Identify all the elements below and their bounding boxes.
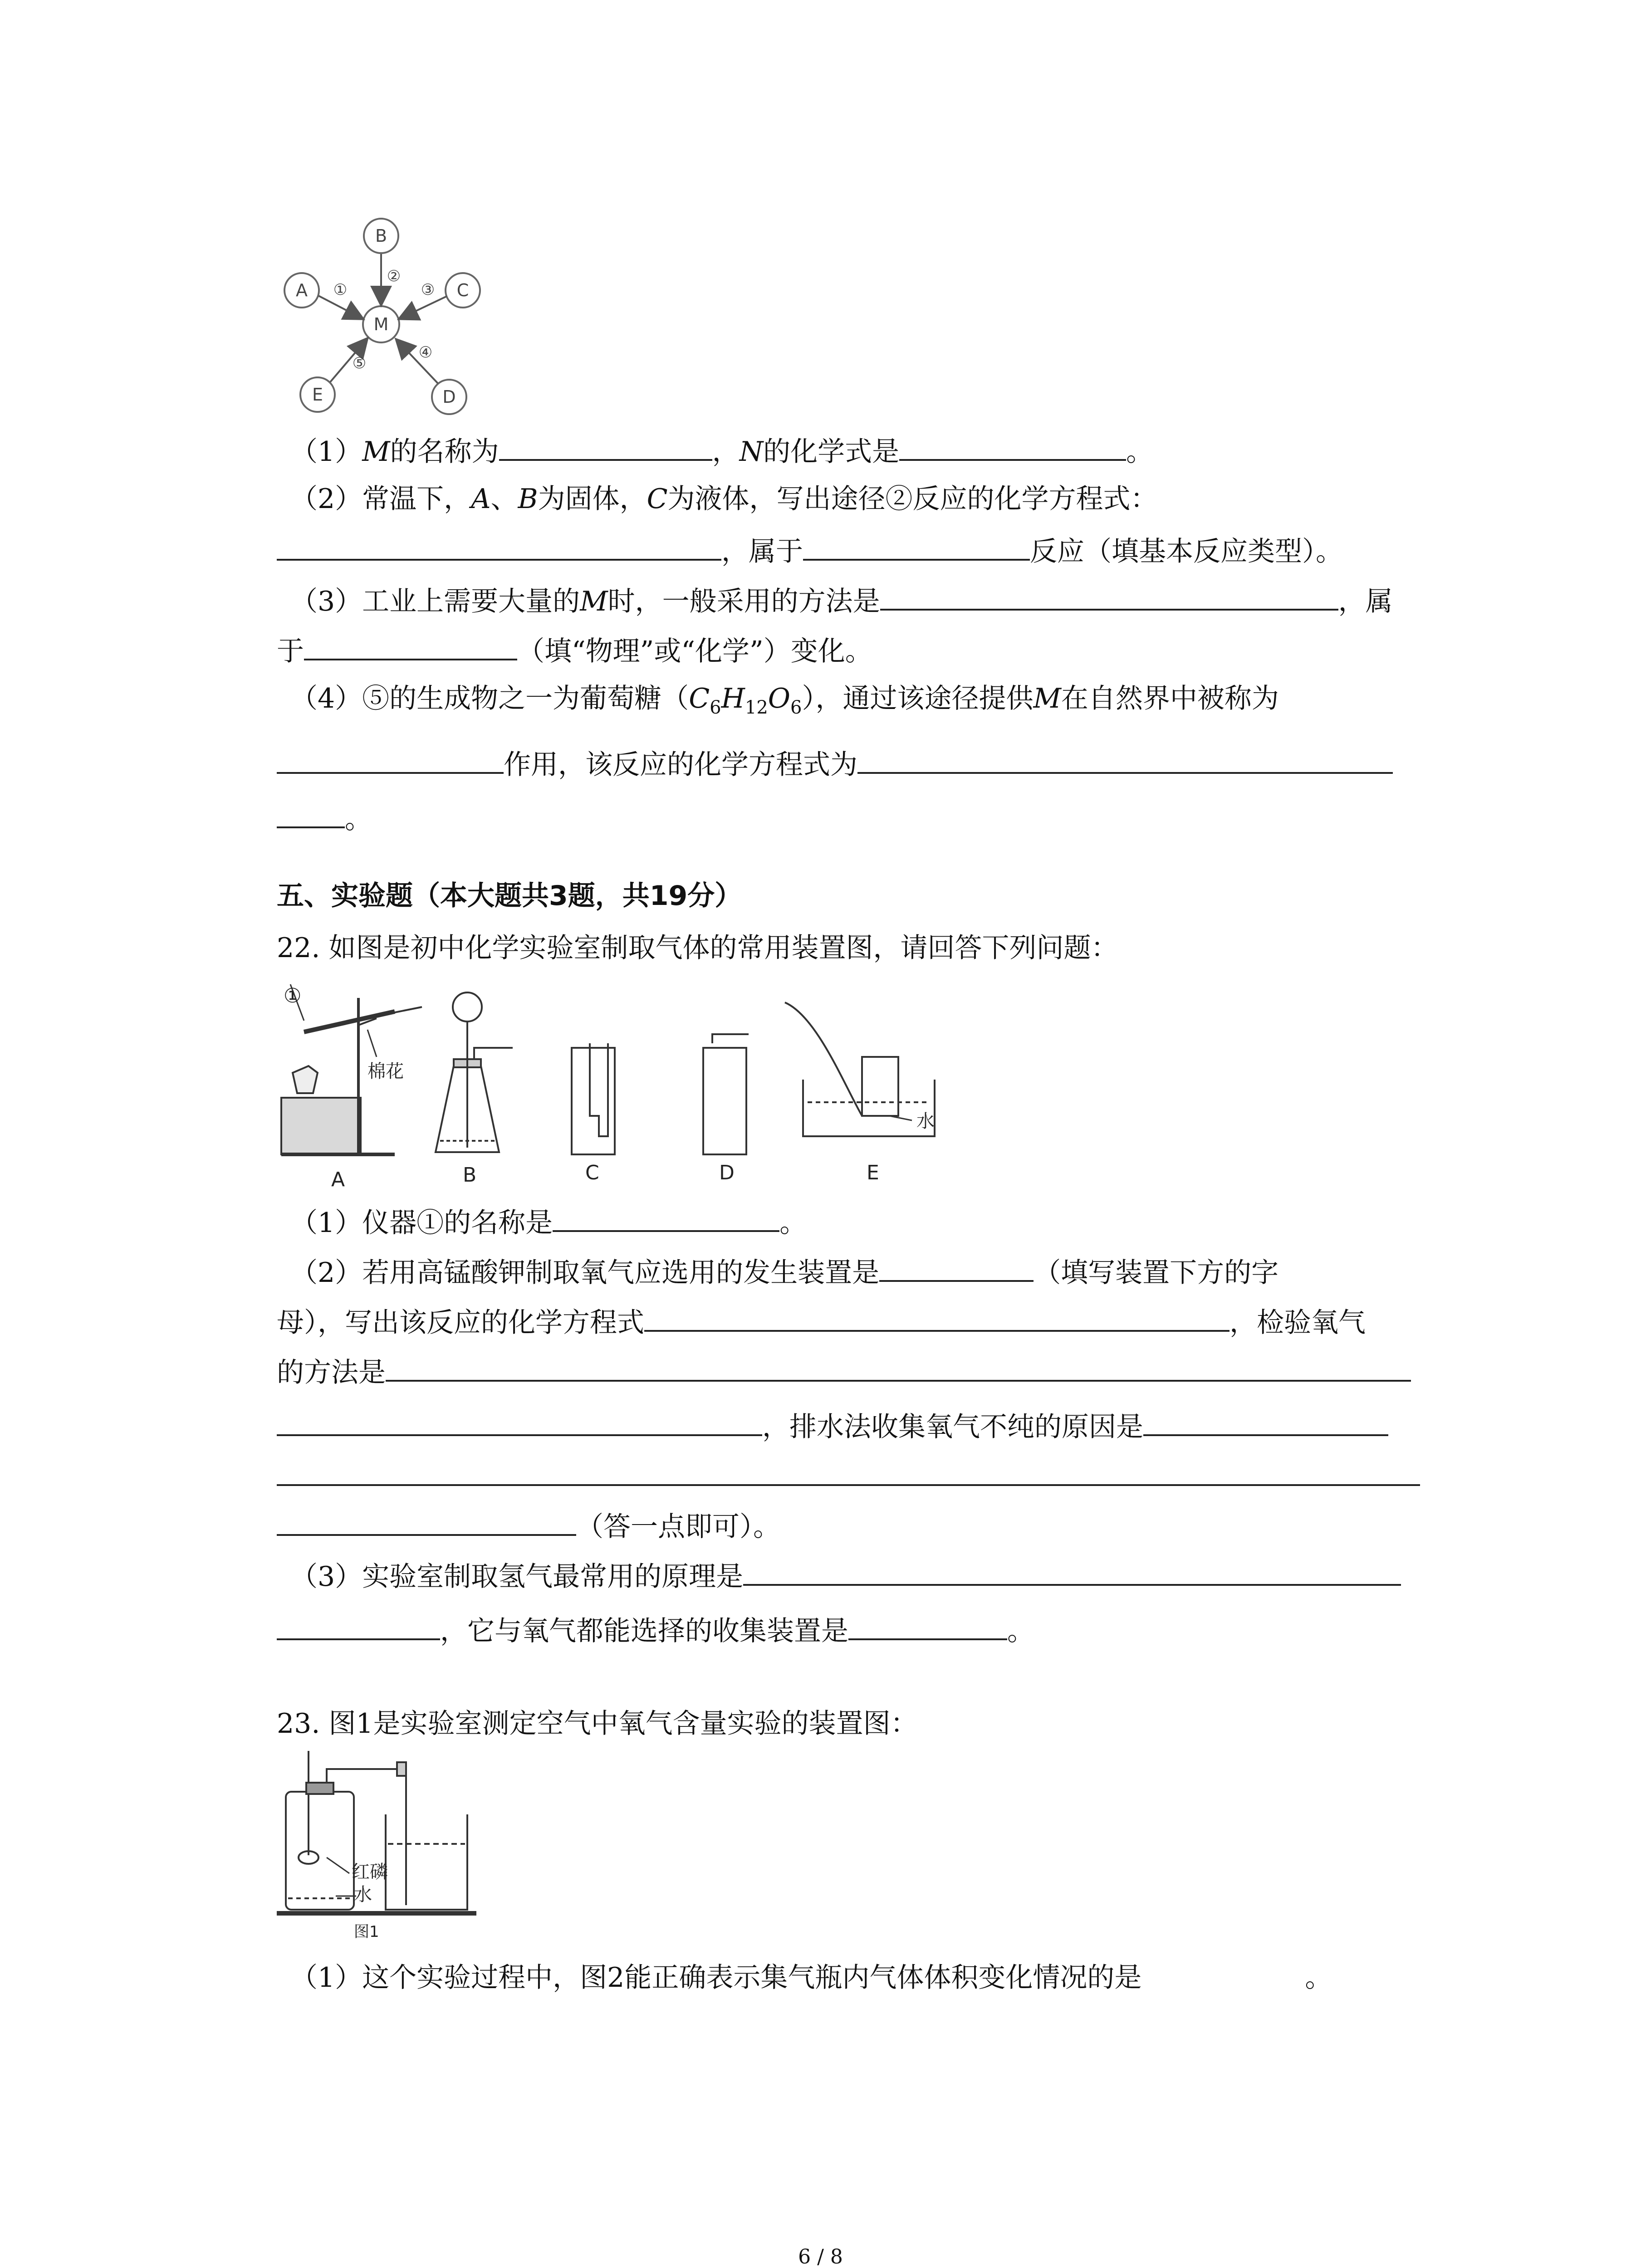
q21-part1: （1）M的名称为 ，N的化学式是 。 — [290, 431, 1153, 470]
path-2-label: ② — [387, 267, 401, 285]
q21-part4-line3: 。 — [277, 798, 372, 837]
wood-block — [281, 1098, 361, 1154]
label-d: D — [719, 1161, 735, 1184]
path-3-label: ③ — [421, 281, 435, 299]
blank-industrial-method[interactable] — [880, 581, 1338, 611]
q22-part3: （3）实验室制取氢气最常用的原理是 — [290, 1556, 1401, 1595]
oxygen-content-svg — [277, 1751, 485, 1941]
tube-c — [590, 1043, 608, 1136]
water-label: 水 — [354, 1884, 372, 1905]
collecting-bottle — [862, 1057, 898, 1116]
phosphorus-label: 红磷 — [352, 1862, 388, 1882]
oxygen-content-figure — [277, 1751, 485, 1941]
phosphorus-pointer — [327, 1857, 349, 1873]
q21-part4-line2: 作用，该反应的化学方程式为 — [277, 744, 1393, 783]
path-4-label: ④ — [418, 343, 433, 362]
blank-oxygen-test[interactable] — [386, 1352, 1411, 1382]
q21-part4: （4）⑤的生成物之一为葡萄糖$(C_6H_{12}O_6)$，通过该途径提供M在自然界中被称为 — [290, 683, 1279, 718]
q22-part2-line3: 的方法是 — [277, 1352, 1411, 1391]
blank-equation-5[interactable] — [857, 744, 1393, 774]
q21-part2-line2: ，属于 反应（填基本反应类型）。 — [277, 531, 1343, 570]
q22-part3-line2: ，它与氧气都能选择的收集装置是 。 — [277, 1610, 1034, 1649]
q22-part2-line2: 母），写出该反应的化学方程式 ，检验氧气 — [277, 1302, 1366, 1341]
q22-part2: （2）若用高锰酸钾制取氧气应选用的发生装置是 （填写装置下方的字 — [290, 1252, 1279, 1291]
blank-hydrogen-principle[interactable] — [743, 1556, 1401, 1586]
beaker — [386, 1814, 467, 1910]
blank-change-type[interactable] — [304, 631, 517, 660]
label-a: A — [331, 1168, 345, 1191]
node-m-label: M — [373, 314, 389, 334]
alcohol-lamp — [293, 1066, 318, 1093]
gas-bottle — [286, 1792, 354, 1910]
q22-part2-line4: ，排水法收集氧气不纯的原因是 — [277, 1406, 1388, 1445]
delivery-tube — [377, 1007, 422, 1016]
q23-part1: （1）这个实验过程中，图2能正确表示集气瓶内气体体积变化情况的是 。 — [290, 1962, 1332, 1994]
node-e-label: E — [312, 385, 323, 405]
reaction-network-figure — [272, 213, 508, 422]
reaction-network-svg — [272, 213, 508, 422]
q21-part3: （3）工业上需要大量的M时，一般采用的方法是 ，属 — [290, 581, 1393, 620]
cotton-label: 棉花 — [367, 1061, 404, 1082]
label-b: B — [463, 1163, 477, 1187]
path-1-label: ① — [333, 281, 348, 299]
blank-common-collector[interactable] — [848, 1610, 1007, 1640]
blank-reaction-type[interactable] — [803, 531, 1030, 561]
blank-kmno4-equation[interactable] — [644, 1302, 1230, 1332]
blank-equation-2[interactable] — [277, 531, 721, 561]
water-label: 水 — [916, 1111, 935, 1132]
q22-part2-line6: （答一点即可）。 — [277, 1506, 780, 1545]
section-title: 五、实验题（本大题共3题，共19分） — [277, 880, 742, 912]
path-5-label: ⑤ — [352, 354, 367, 372]
blank-n-formula[interactable] — [899, 431, 1126, 461]
node-d-label: D — [442, 387, 456, 407]
page-number: 6 / 8 — [798, 2245, 843, 2268]
clip — [397, 1762, 406, 1776]
q22-part1: （1）仪器①的名称是 。 — [290, 1202, 807, 1241]
arrow-3 — [400, 296, 447, 318]
blank-generator[interactable] — [879, 1252, 1034, 1282]
bottle-stopper — [306, 1783, 333, 1794]
bottle-d — [703, 1048, 746, 1154]
gas-apparatus-svg — [272, 980, 998, 1193]
tube-d — [712, 1034, 749, 1043]
q21-part2: （2）常温下，A、B为固体，C为液体，写出途径②反应的化学方程式： — [290, 483, 1158, 515]
label-e: E — [867, 1161, 879, 1184]
blank-photosynthesis[interactable] — [277, 744, 504, 774]
instrument-marker: ① — [284, 984, 302, 1007]
q22-intro: 22. 如图是初中化学实验室制取气体的常用装置图，请回答下列问题： — [277, 932, 1118, 964]
label-c: C — [585, 1161, 599, 1184]
blank-m-name[interactable] — [499, 431, 712, 461]
q23-intro: 23. 图1是实验室测定空气中氧气含量实验的装置图： — [277, 1708, 918, 1740]
blank-oxygen-test-cont[interactable] — [277, 1406, 762, 1436]
blank-impurity-reason-end[interactable] — [277, 1506, 576, 1536]
arrow-1 — [318, 296, 362, 318]
node-a-label: A — [296, 280, 308, 300]
node-c-label: C — [456, 280, 469, 300]
blank-hydrogen-principle-cont[interactable] — [277, 1610, 440, 1640]
blank-instrument-name[interactable] — [553, 1202, 779, 1232]
water-line — [889, 1116, 912, 1120]
thistle-funnel-bulb — [453, 992, 482, 1022]
trough-tube — [785, 1002, 862, 1116]
water-trough — [803, 1080, 935, 1136]
cotton-line — [367, 1030, 377, 1057]
figure1-caption: 图1 — [354, 1923, 379, 1941]
gas-apparatus-figure — [272, 980, 998, 1193]
blank-equation-5-cont[interactable] — [277, 798, 345, 828]
blank-impurity-reason[interactable] — [1143, 1406, 1388, 1436]
flask-outlet — [474, 1048, 513, 1059]
q22-part2-line5 — [277, 1456, 1420, 1495]
blank-impurity-reason-cont[interactable] — [277, 1456, 1420, 1486]
q21-part3-line2: 于 （填“物理”或“化学”）变化。 — [277, 631, 872, 670]
node-b-label: B — [375, 226, 387, 246]
